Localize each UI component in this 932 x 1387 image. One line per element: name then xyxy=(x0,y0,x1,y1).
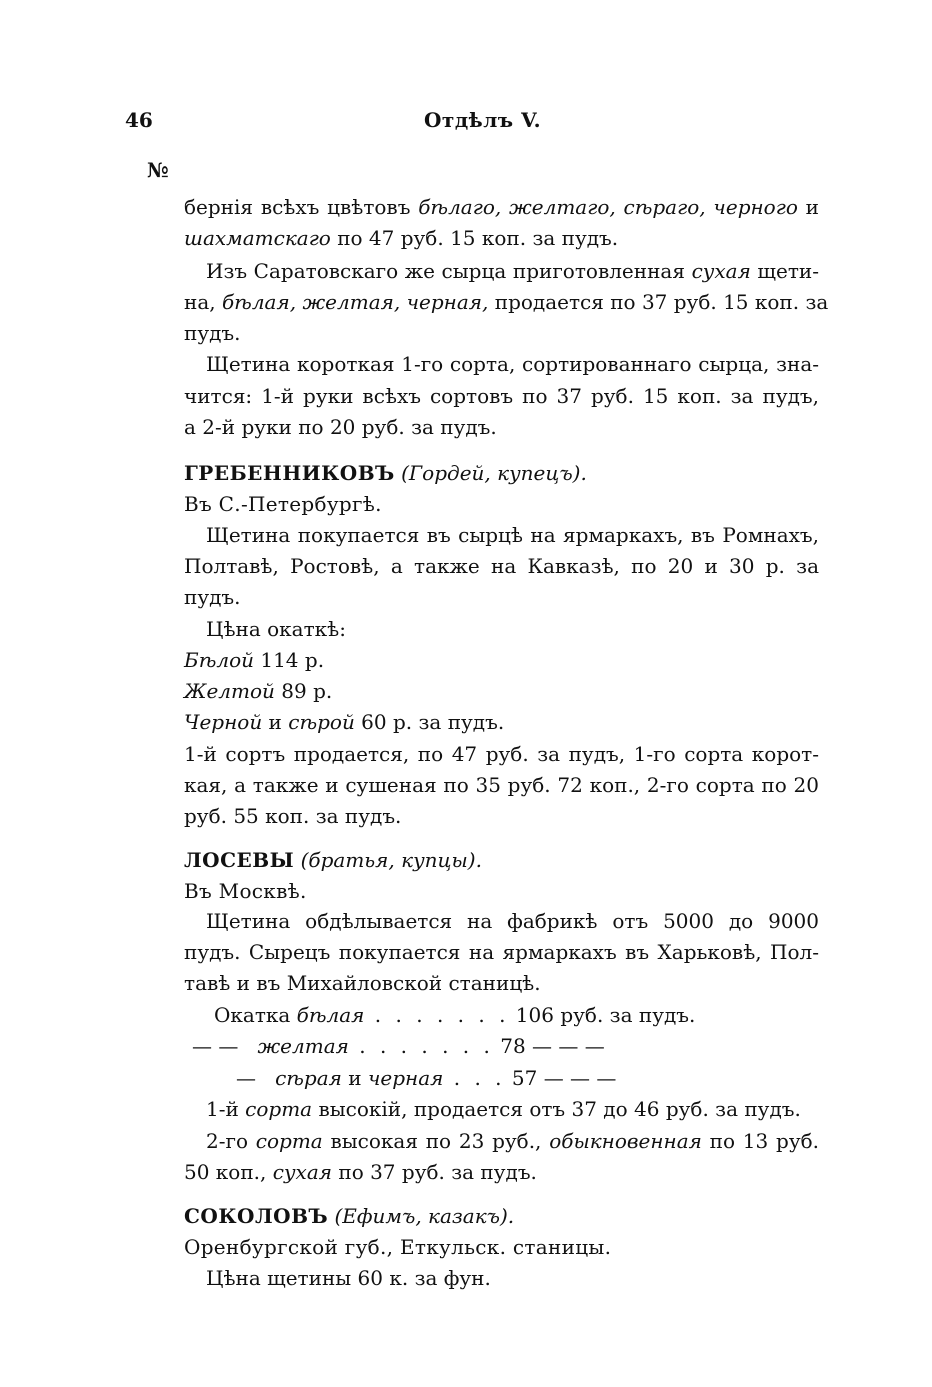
text-line: Щетина короткая 1-го сорта, сортированнаго сырца, зна- xyxy=(206,352,819,376)
entry-heading: СОКОЛОВЪ (Ефимъ, казакъ). xyxy=(184,1204,515,1228)
text-line: тавѣ и въ Михайловской станицѣ. xyxy=(184,971,541,995)
text-line: шахматскаго по 47 руб. 15 коп. за пудъ. xyxy=(184,226,619,250)
entry-heading: ГРЕБЕННИКОВЪ (Гордей, купецъ). xyxy=(184,461,587,485)
price-line: Бѣлой 114 р. xyxy=(184,648,325,672)
text-line: Изъ Саратовскаго же сырца приготовленная сухая щети- xyxy=(206,259,819,283)
text-line: 2-го сорта высокая по 23 руб., обыкновенная по 13 руб. xyxy=(206,1129,819,1153)
text-line: на, бѣлая, желтая, черная, продается по 37 руб. 15 коп. за xyxy=(184,290,829,314)
text-line: 50 коп., сухая по 37 руб. за пудъ. xyxy=(184,1160,537,1184)
price-line: Черной и сѣрой 60 р. за пудъ. xyxy=(184,710,505,734)
text-line: чится: 1-й руки всѣхъ сортовъ по 37 руб. 15 коп. за пудъ, xyxy=(184,384,819,408)
text-line: Полтавѣ, Ростовѣ, а также на Кавказѣ, по 20 и 30 р. за xyxy=(184,554,819,578)
text-line: 1-й сорта высокій, продается отъ 37 до 46 руб. за пудъ. xyxy=(206,1097,801,1121)
text-line: кая, а также и сушеная по 35 руб. 72 коп., 2-го сорта по 20 xyxy=(184,773,819,797)
entry-heading: ЛОСЕВЫ (братья, купцы). xyxy=(184,848,482,872)
price-line: Желтой 89 р. xyxy=(184,679,333,703)
number-sign: № xyxy=(147,158,169,182)
entry-city: Въ Москвѣ. xyxy=(184,879,307,903)
entry-city: Въ С.-Петербургѣ. xyxy=(184,492,382,516)
text-line: а 2-й руки по 20 руб. за пудъ. xyxy=(184,415,497,439)
entry-city: Оренбургской губ., Еткульск. станицы. xyxy=(184,1235,612,1259)
text-line: руб. 55 коп. за пудъ. xyxy=(184,804,402,828)
price-table-row: Окатка бѣлая . . . . . . . 106 руб. за пудъ. xyxy=(214,1003,696,1027)
text-line: 1-й сортъ продается, по 47 руб. за пудъ, 1-го сорта корот- xyxy=(184,742,819,766)
text-line: Цѣна щетины 60 к. за фун. xyxy=(206,1266,491,1290)
price-table-row: — сѣрая и черная . . . 57 — — — xyxy=(236,1066,617,1090)
page-number: 46 xyxy=(125,108,153,132)
text-line: Щетина покупается въ сырцѣ на ярмаркахъ, въ Ромнахъ, xyxy=(206,523,819,547)
price-table-row: — — желтая . . . . . . . 78 — — — xyxy=(192,1034,605,1058)
text-line: пудъ. xyxy=(184,321,241,345)
text-line: бернія всѣхъ цвѣтовъ бѣлаго, желтаго, сѣраго, черного и xyxy=(184,195,819,219)
text-line: пудъ. xyxy=(184,585,241,609)
text-line: Цѣна окаткѣ: xyxy=(206,617,346,641)
text-line: Щетина обдѣлывается на фабрикѣ отъ 5000 до 9000 xyxy=(206,909,819,933)
text-line: пудъ. Сырецъ покупается на ярмаркахъ въ Харьковѣ, Пол- xyxy=(184,940,819,964)
section-title: Отдѣлъ V. xyxy=(424,108,542,132)
